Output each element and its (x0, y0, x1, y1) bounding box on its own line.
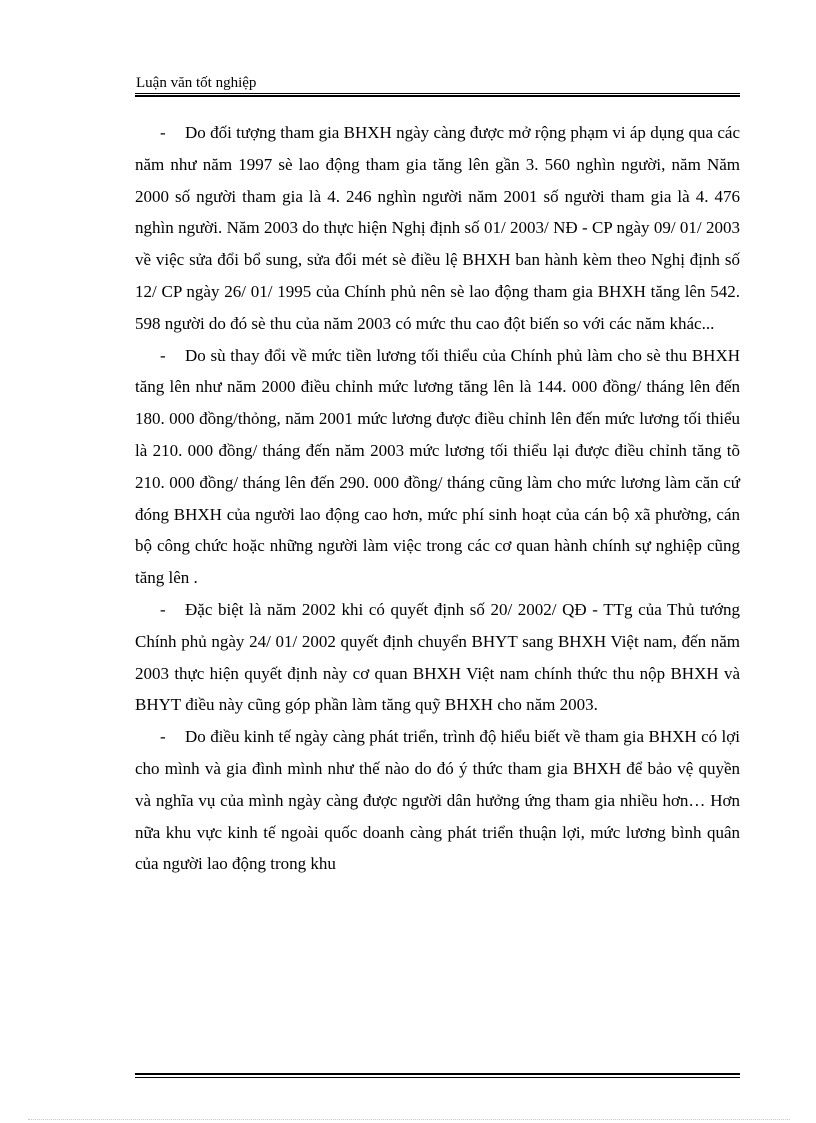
bullet-dash: - (160, 599, 166, 619)
page-edge-divider (28, 1119, 790, 1120)
paragraph-text: Do điều kinh tế ngày càng phát triển, trình độ hiểu biết về tham gia BHXH có lợi cho mình và gia đình mình như thế nào do đó ý thức tham gia BHXH để bảo vệ quyền và nghĩa vụ của mình ngày càng được người dân hưởng ứng tham gia nhiều hơn… Hơn nữa khu vực kinh tế ngoài quốc doanh càng phát triển thuận lợi, mức lương bình quân của người lao động trong khu (135, 727, 740, 874)
paragraph-1 (135, 117, 740, 340)
paragraph-4 (135, 721, 740, 880)
bullet-dash: - (160, 345, 166, 365)
bullet-dash: - (160, 727, 166, 747)
paragraph-text: Đặc biệt là năm 2002 khi có quyết định số 20/ 2002/ QĐ - TTg của Thủ tướng Chính phủ ngày 24/ 01/ 2002 quyết định chuyển BHYT sang BHXH Việt nam, đến năm 2003 thực hiện quyết định này cơ quan BHXH Việt nam chính thức thu nộp BHXH và BHYT điều này cũng góp phần làm tăng quỹ BHXH cho năm 2003. (135, 599, 740, 715)
body-text (135, 117, 740, 880)
header-rule (135, 93, 740, 97)
footer-rule (135, 1073, 740, 1078)
paragraph-3 (135, 594, 740, 721)
paragraph-2 (135, 340, 740, 594)
paragraph-text: Do đối tượng tham gia BHXH ngày càng được mở rộng phạm vi áp dụng qua các năm như năm 1997 sè lao động tham gia tăng lên gần 3. 560 nghìn người, năm Năm 2000 số người tham gia là 4. 246 nghìn người năm 2001 số người tham gia là 4. 476 nghìn người. Năm 2003 do thực hiện Nghị định số 01/ 2003/ NĐ - CP ngày 09/ 01/ 2003 về việc sửa đổi bổ sung, sửa đổi mét sè điều lệ BHXH ban hành kèm theo Nghị định số 12/ CP ngày 26/ 01/ 1995 của Chính phủ nên sè lao động tham gia BHXH tăng lên 542. 598 người do đó sè thu của năm 2003 có mức thu cao đột biến so với các năm khác... (135, 123, 740, 333)
running-header-title: Luận văn tốt nghiệp (136, 75, 257, 91)
bullet-dash: - (160, 123, 166, 142)
paragraph-text: Do sù thay đổi về mức tiền lương tối thiểu của Chính phủ làm cho sè thu BHXH tăng lên như năm 2000 điều chỉnh mức lương tăng lên là 144. 000 đồng/ tháng lên đến 180. 000 đồng/thỏng, năm 2001 mức lương được điều chỉnh lên đến mức lương tối thiểu là 210. 000 đồng/ tháng đến năm 2003 mức lương tối thiểu lại được điều chỉnh tăng tõ 210. 000 đồng/ tháng lên đến 290. 000 đồng/ tháng cũng làm cho mức lương làm căn cứ đóng BHXH của người lao động cao hơn, mức phí sinh hoạt của cán bộ xã phường, cán bộ công chức hoặc những người làm việc trong các cơ quan hành chính sự nghiệp cũng tăng lên . (135, 345, 740, 588)
